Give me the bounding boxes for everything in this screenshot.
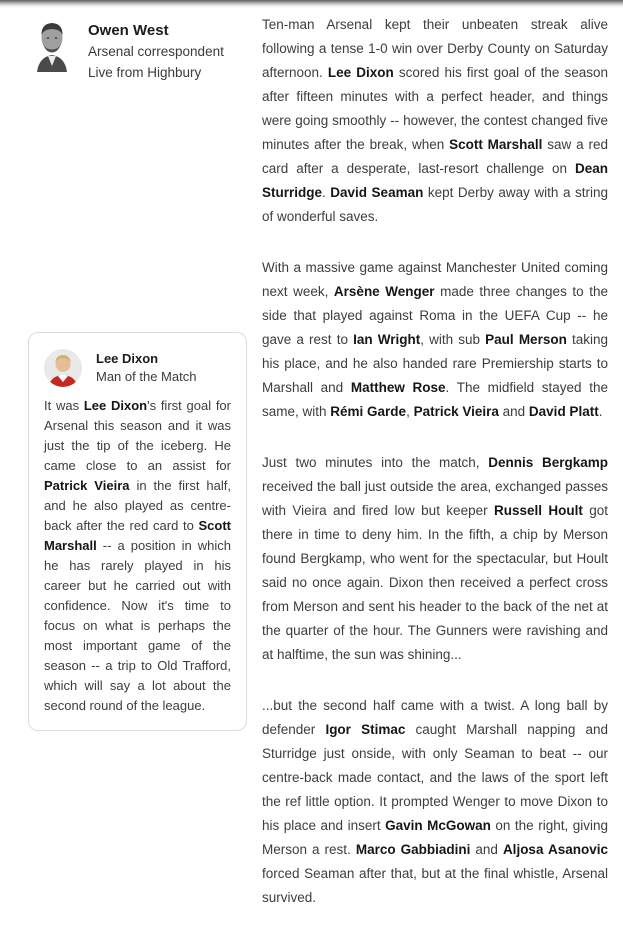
- card-header: [44, 349, 231, 387]
- card-player-name: Lee Dixon: [96, 351, 159, 366]
- author-text: [88, 18, 224, 83]
- top-edge-shadow: [0, 0, 623, 9]
- man-of-the-match-card: [28, 332, 247, 731]
- author-block: [33, 18, 247, 83]
- card-player-title: Man of the Match: [96, 369, 197, 384]
- author-name: Owen West: [88, 22, 169, 39]
- card-head-text: [96, 350, 196, 386]
- article-paragraph: Ten-man Arsenal kept their unbeaten streak alive following a tense 1-0 win over Derby County on Saturday afternoon. Lee Dixon scored his first goal of the season after fifteen minutes with a perfect header, and things were going smoothly -- however, the contest changed five minutes after the break, when Scott Marshall saw a red card after a desperate, last-resort challenge on Dean Sturridge. David Seaman kept Derby away with a string of wonderful saves.: [262, 17, 608, 224]
- player-avatar: [44, 349, 82, 387]
- article-paragraph: ...but the second half came with a twist. A long ball by defender Igor Stimac caught Marshall napping and Sturridge just onside, with only Seaman to beat -- our centre-back made contact, and the laws of the sport left the ref little option. It prompted Wenger to move Dixon to his place and insert Gavin McGowan on the right, giving Merson a rest. Marco Gabbiadini and Aljosa Asanovic forced Seaman after that, but at the final whistle, Arsenal survived.: [262, 698, 608, 905]
- author-role: Arsenal correspondent: [88, 44, 224, 59]
- author-location: Live from Highbury: [88, 65, 202, 80]
- author-avatar: [33, 18, 71, 72]
- article-paragraph: Just two minutes into the match, Dennis Bergkamp received the ball just outside the area, exchanged passes with Vieira and fired low but keeper Russell Hoult got there in time to deny him. In the fifth, a chip by Merson found Bergkamp, who went for the spectacular, but Hoult said no once again. Dixon then received a perfect cross from Merson and sent his header to the back of the net at the quarter of the hour. The Gunners were ravishing and at halftime, the sun was shining...: [262, 455, 608, 662]
- card-quote-text: It was Lee Dixon's first goal for Arsenal this season and it was just the tip of the iceberg. He came close to an assist for Patrick Vieira in the first half, and he also played as centre-back after the red card to Scott Marshall -- a position in which he has rarely played in his career but he carried out with confidence. Now it's time to focus on what is perhaps the most important game of the season -- a trip to Old Trafford, which will say a lot about the second round of the league.: [44, 398, 231, 713]
- article-body: [262, 13, 608, 937]
- article-paragraph: With a massive game against Manchester United coming next week, Arsène Wenger made three changes to the side that played against Roma in the UEFA Cup -- he gave a rest to Ian Wright, with sub Paul Merson taking his place, and he also handed rare Premiership starts to Marshall and Matthew Rose. The midfield stayed the same, with Rémi Garde, Patrick Vieira and David Platt.: [262, 260, 608, 419]
